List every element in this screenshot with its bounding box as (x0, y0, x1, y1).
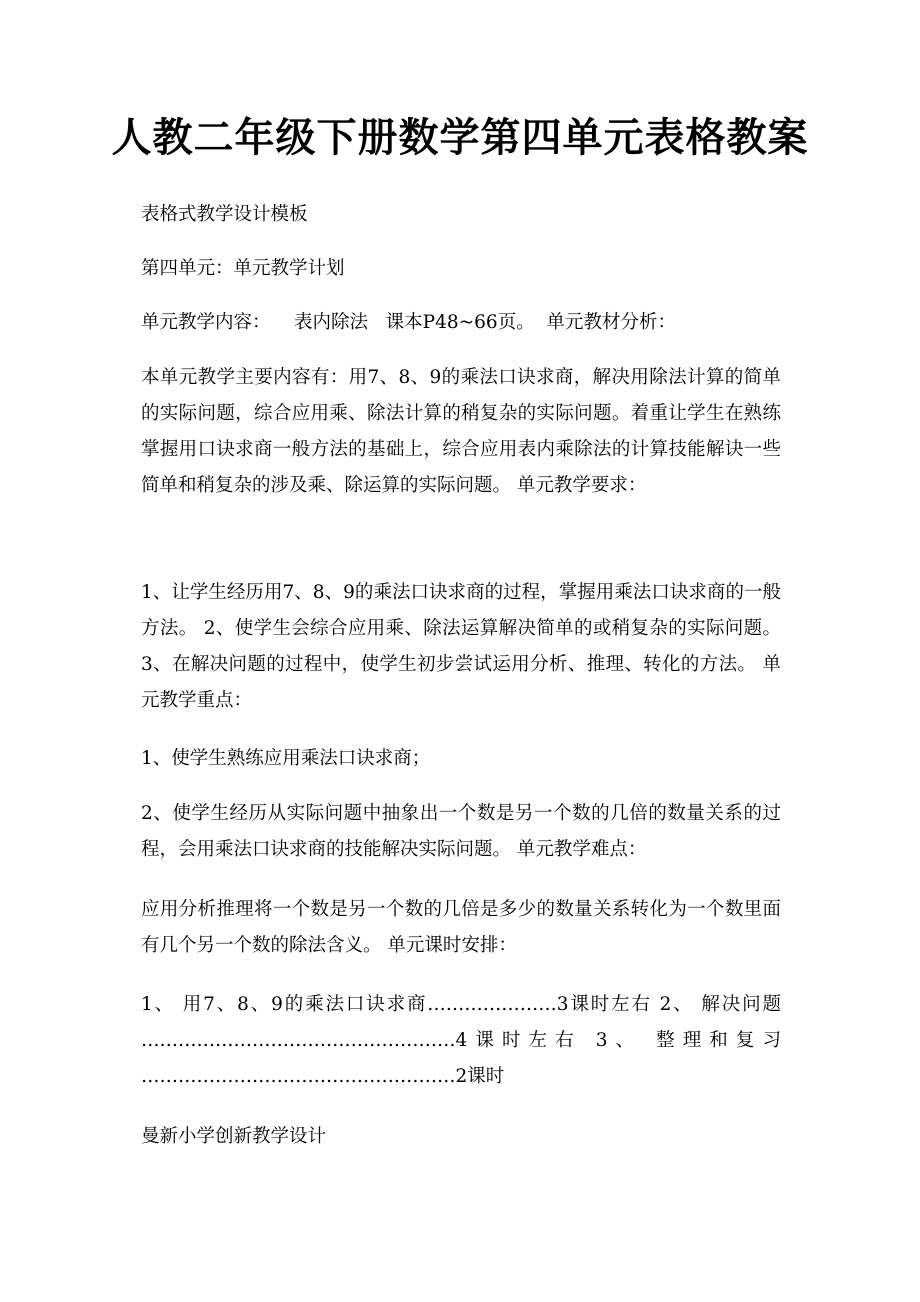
schedule-paragraph: 1、 用7、8、9的乘法口诀求商…………………3课时左右 2、 解决问题 ……………………………………………4课时左右 3、 整理和复习 ……………………………………………2课时 (141, 994, 781, 1087)
template-label: 表格式教学设计模板 (141, 204, 308, 225)
school-footer: 曼新小学创新教学设计 (141, 1126, 327, 1147)
unit-analysis-paragraph: 本单元教学主要内容有：用7、8、9的乘法口诀求商，解决用除法计算的简单的实际问题，综合应用乘、除法计算的稍复杂的实际问题。着重让学生在熟练掌握用口诀求商一般方法的基础上，综合应用表内乘除法的计算技能解诀一些简单和稍复杂的涉及乘、除运算的实际问题。 单元教学要求： (141, 367, 781, 496)
document-title: 人教二年级下册数学第四单元表格教案 (111, 114, 809, 161)
difficulty-paragraph: 应用分析推理将一个数是另一个数的几倍是多少的数量关系转化为一个数里面有几个另一个数的除法含义。 单元课时安排： (141, 899, 781, 956)
key-point-1: 1、使学生熟练应用乘法口诀求商； (141, 748, 431, 769)
key-point-2: 2、使学生经历从实际问题中抽象出一个数是另一个数的几倍的数量关系的过程，会用乘法口诀求商的技能解决实际问题。 单元教学难点： (141, 803, 781, 860)
unit-content-line: 单元教学内容： 表内除法 课本P48~66页。 单元教材分析： (141, 312, 676, 333)
unit-plan-heading: 第四单元：单元教学计划 (141, 258, 345, 279)
unit-requirements-paragraph: 1、让学生经历用7、8、9的乘法口诀求商的过程，掌握用乘法口诀求商的一般方法。 2、使学生会综合应用乘、除法运算解决简单的或稍复杂的实际问题。 3、在解决问题的过程中，使学生初步尝试运用分析、推理、转化的方法。 单元教学重点： (141, 582, 781, 711)
